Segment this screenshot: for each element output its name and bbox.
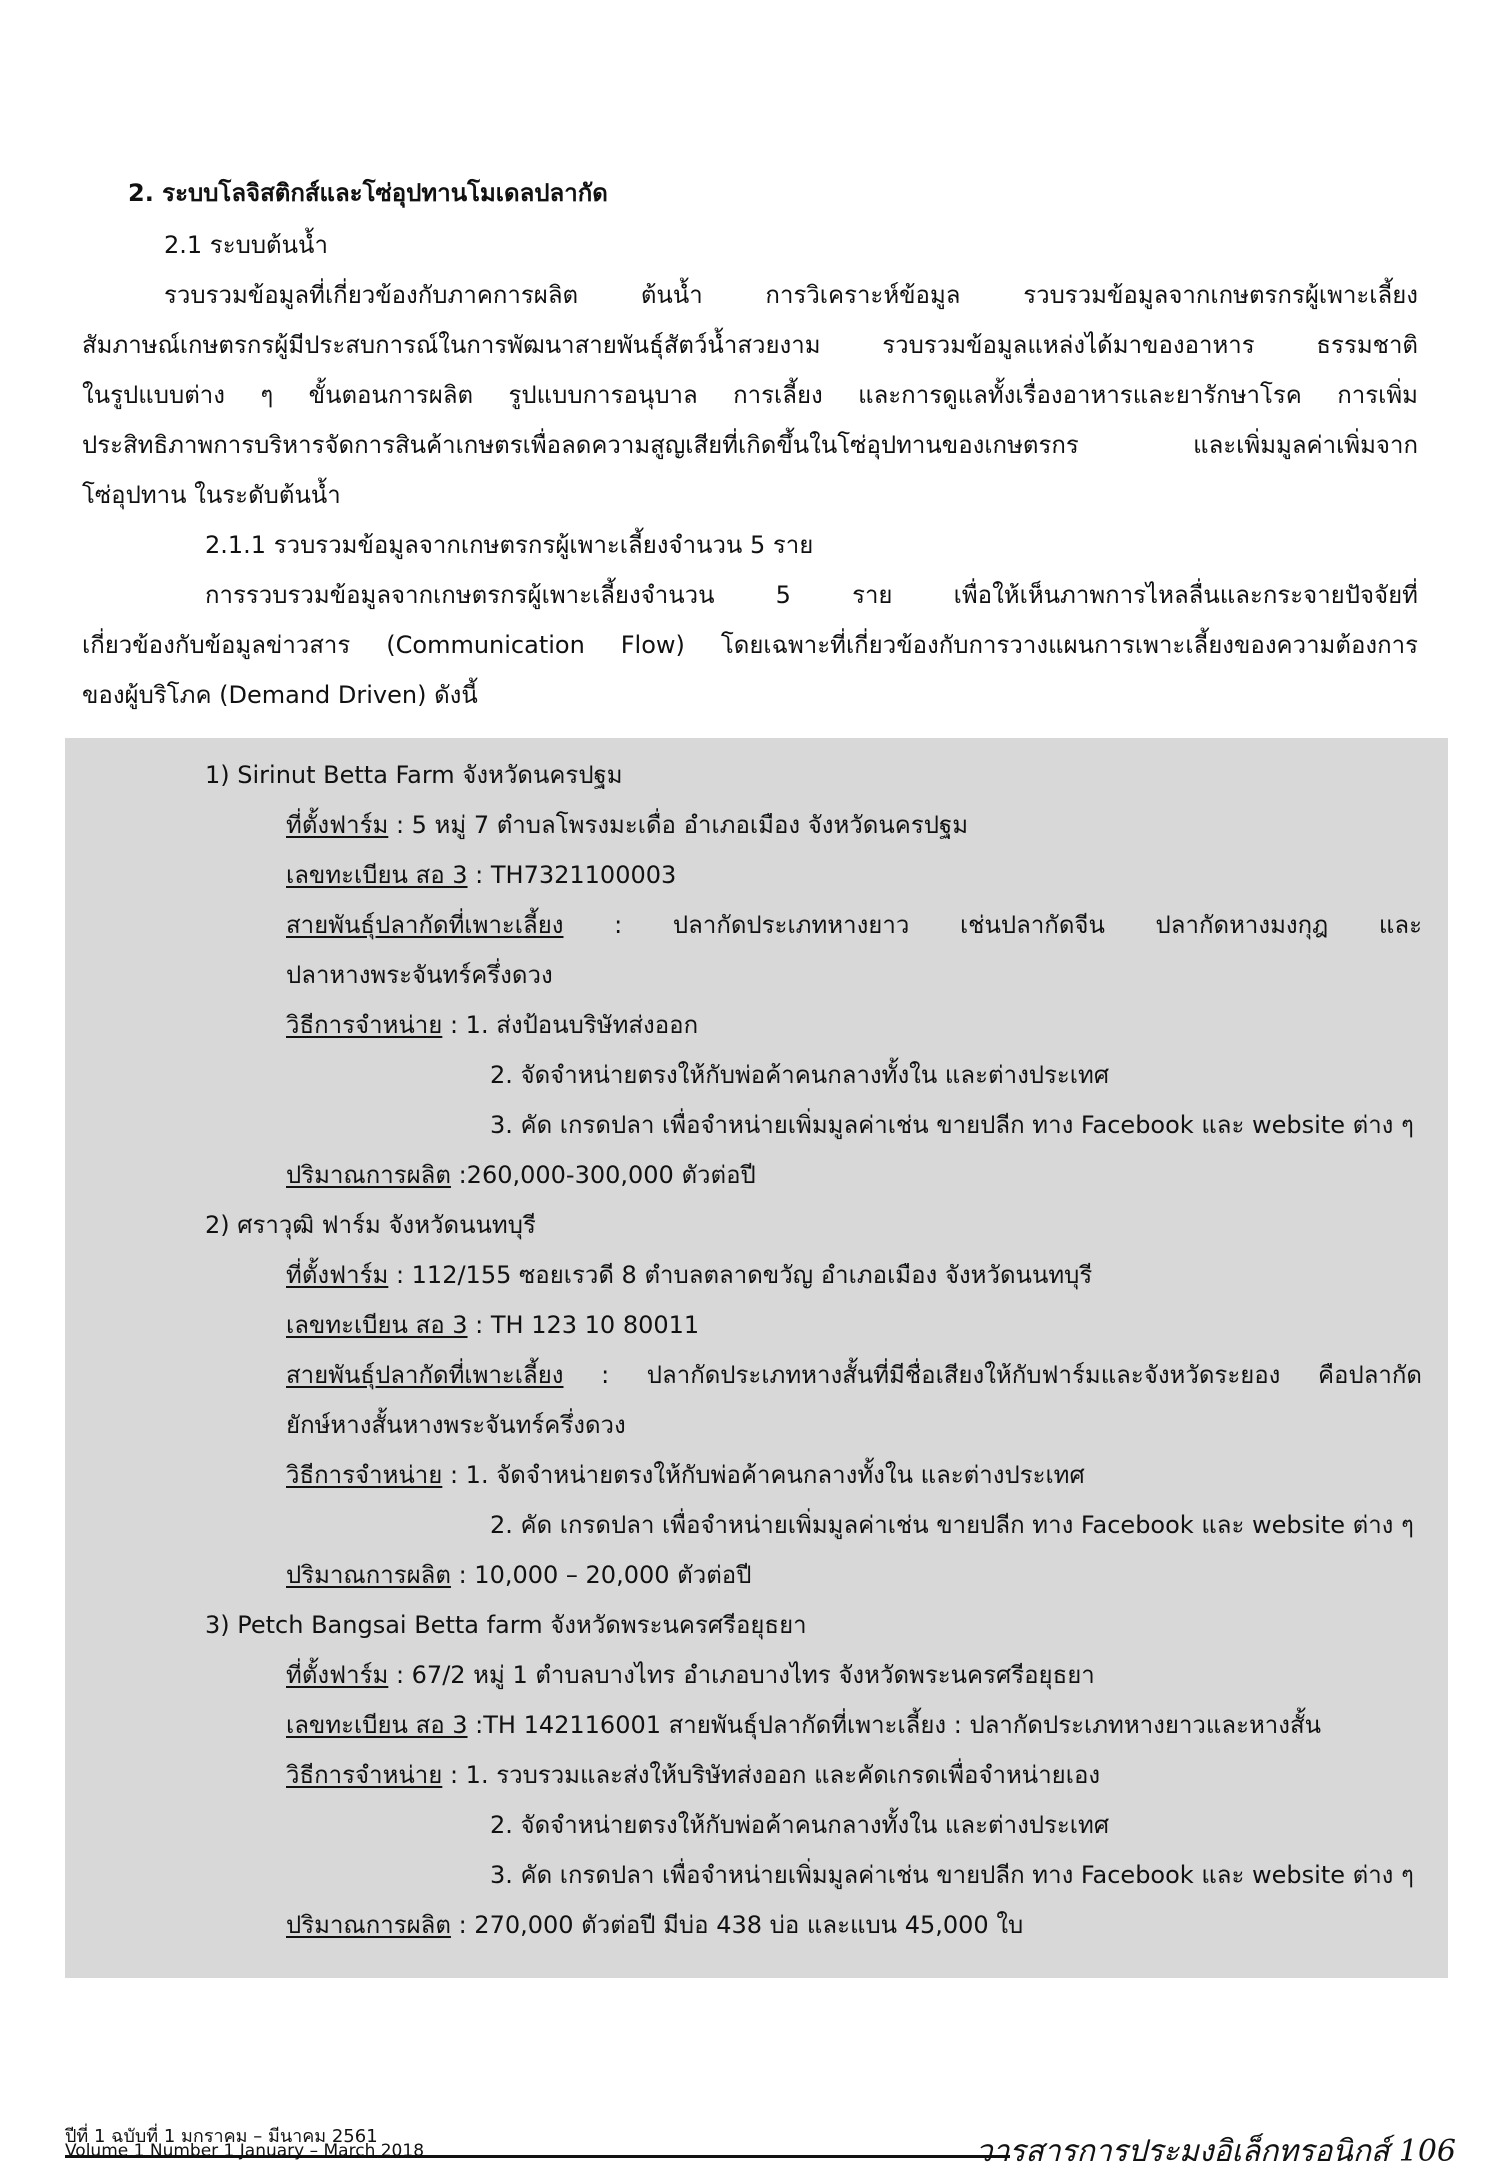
farm-3-sale-item: 2. จัดจำหน่ายตรงให้กับพ่อค้าคนกลางทั้งใน และต่างประเทศ bbox=[490, 1811, 1110, 1839]
sub-heading: 2.1 ระบบต้นน้ำ bbox=[164, 231, 328, 259]
farm-3-sale-item: 3. คัด เกรดปลา เพื่อจำหน่ายเพิ่มมูลค่าเช่น ขายปลีก ทาง Facebook และ website ต่าง ๆ bbox=[490, 1861, 1414, 1889]
production-label: ปริมาณการผลิต bbox=[286, 1911, 451, 1939]
breed-label: สายพันธุ์ปลากัดที่เพาะเลี้ยง bbox=[286, 911, 564, 939]
farm-2-breed-cont: ยักษ์หางสั้นหางพระจันทร์ครึ่งดวง bbox=[286, 1411, 626, 1439]
farm-1-sale-item: 3. คัด เกรดปลา เพื่อจำหน่ายเพิ่มมูลค่าเช่น ขายปลีก ทาง Facebook และ website ต่าง ๆ bbox=[490, 1111, 1414, 1139]
sale-item: : 1. รวบรวมและส่งให้บริษัทส่งออก และคัดเกรดเพื่อจำหน่ายเอง bbox=[442, 1761, 1101, 1789]
registration-value: : TH7321100003 bbox=[467, 861, 677, 889]
registration-label: เลขทะเบียน สอ 3 bbox=[286, 1311, 468, 1339]
breed-value: : ปลากัดประเภทหางยาว เช่นปลากัดจีน ปลากัดหางมงกุฎ และ bbox=[563, 911, 1422, 939]
location-value: : 5 หมู่ 7 ตำบลโพรงมะเดื่อ อำเภอเมือง จังหวัดนครปฐม bbox=[388, 811, 969, 839]
location-value: : 67/2 หมู่ 1 ตำบลบางไทร อำเภอบางไทร จังหวัดพระนครศรีอยุธยา bbox=[388, 1661, 1095, 1689]
registration-label: เลขทะเบียน สอ 3 bbox=[286, 1711, 468, 1739]
production-label: ปริมาณการผลิต bbox=[286, 1561, 451, 1589]
sale-label: วิธีการจำหน่าย bbox=[286, 1011, 443, 1039]
sale-label: วิธีการจำหน่าย bbox=[286, 1761, 443, 1789]
farm-3-location bbox=[286, 1658, 1095, 1692]
farm-3-registration bbox=[286, 1708, 1321, 1742]
registration-value: :TH 142116001 สายพันธุ์ปลากัดที่เพาะเลี้ยง : ปลากัดประเภทหางยาวและหางสั้น bbox=[467, 1711, 1322, 1739]
para1-line: ประสิทธิภาพการบริหารจัดการสินค้าเกษตรเพื่อลดความสูญเสียที่เกิดขึ้นในโซ่อุปทานของเกษตรกร และเพิ่มมูลค่าเพิ่มจาก bbox=[82, 431, 1418, 459]
sale-item: : 1. ส่งป้อนบริษัทส่งออก bbox=[442, 1011, 699, 1039]
para1-line: รวบรวมข้อมูลที่เกี่ยวข้องกับภาคการผลิต ต้นน้ำ การวิเคราะห์ข้อมูล รวบรวมข้อมูลจากเกษตรกรผู้เพาะเลี้ยง bbox=[164, 281, 1418, 309]
para2-line: เกี่ยวข้องกับข้อมูลข่าวสาร (Communication Flow) โดยเฉพาะที่เกี่ยวข้องกับการวางแผนการเพาะเลี้ยงของความต้องการ bbox=[82, 631, 1418, 659]
farm-2-registration bbox=[286, 1308, 699, 1342]
journal-name-page-number: วารสารการประมงอิเล็กทรอนิกส์ 106 bbox=[975, 2134, 1456, 2169]
farm-2-breed bbox=[286, 1358, 1422, 1392]
registration-label: เลขทะเบียน สอ 3 bbox=[286, 861, 468, 889]
sale-label: วิธีการจำหน่าย bbox=[286, 1461, 443, 1489]
farm-2-production bbox=[286, 1558, 751, 1592]
farm-1-sale-item: 2. จัดจำหน่ายตรงให้กับพ่อค้าคนกลางทั้งใน และต่างประเทศ bbox=[490, 1061, 1110, 1089]
farm-3-title: 3) Petch Bangsai Betta farm จังหวัดพระนครศรีอยุธยา bbox=[205, 1611, 807, 1639]
production-value: : 10,000 – 20,000 ตัวต่อปี bbox=[450, 1561, 752, 1589]
para2-line: ของผู้บริโภค (Demand Driven) ดังนี้ bbox=[82, 681, 478, 709]
production-value: :260,000-300,000 ตัวต่อปี bbox=[450, 1161, 756, 1189]
farm-2-title: 2) ศราวุฒิ ฟาร์ม จังหวัดนนทบุรี bbox=[205, 1211, 536, 1239]
farm-1-breed-cont: ปลาหางพระจันทร์ครึ่งดวง bbox=[286, 961, 553, 989]
para2-line: การรวบรวมข้อมูลจากเกษตรกรผู้เพาะเลี้ยงจำนวน 5 ราย เพื่อให้เห็นภาพการไหลลื่นและกระจายปัจจัยที่ bbox=[205, 581, 1418, 609]
location-value: : 112/155 ซอยเรวดี 8 ตำบลตลาดขวัญ อำเภอเมือง จังหวัดนนทบุรี bbox=[388, 1261, 1093, 1289]
farm-1-title: 1) Sirinut Betta Farm จังหวัดนครปฐม bbox=[205, 761, 623, 789]
breed-value: : ปลากัดประเภทหางสั้นที่มีชื่อเสียงให้กับฟาร์มและจังหวัดระยอง คือปลากัด bbox=[563, 1361, 1422, 1389]
location-label: ที่ตั้งฟาร์ม bbox=[286, 1261, 389, 1289]
para1-line: สัมภาษณ์เกษตรกรผู้มีประสบการณ์ในการพัฒนาสายพันธุ์สัตว์น้ำสวยงาม รวบรวมข้อมูลแหล่งได้มาของอาหาร ธรรมชาติ bbox=[82, 331, 1418, 359]
location-label: ที่ตั้งฟาร์ม bbox=[286, 1661, 389, 1689]
farm-1-breed bbox=[286, 908, 1422, 942]
farm-2-sale bbox=[286, 1458, 1085, 1492]
farm-2-location bbox=[286, 1258, 1092, 1292]
para1-line: โซ่อุปทาน ในระดับต้นน้ำ bbox=[82, 481, 341, 509]
location-label: ที่ตั้งฟาร์ม bbox=[286, 811, 389, 839]
farm-1-production bbox=[286, 1158, 756, 1192]
section-heading: 2. ระบบโลจิสติกส์และโซ่อุปทานโมเดลปลากัด bbox=[128, 179, 608, 207]
sub-sub-heading: 2.1.1 รวบรวมข้อมูลจากเกษตรกรผู้เพาะเลี้ยงจำนวน 5 ราย bbox=[205, 531, 814, 559]
farm-1-registration bbox=[286, 858, 676, 892]
para1-line: ในรูปแบบต่าง ๆ ขั้นตอนการผลิต รูปแบบการอนุบาล การเลี้ยง และการดูแลทั้งเรื่องอาหารและยารักษาโรค การเพิ่ม bbox=[82, 381, 1418, 409]
registration-value: : TH 123 10 80011 bbox=[467, 1311, 700, 1339]
production-label: ปริมาณการผลิต bbox=[286, 1161, 451, 1189]
farm-3-production bbox=[286, 1908, 1023, 1942]
farm-1-sale bbox=[286, 1008, 698, 1042]
footer-english-issue: Volume 1 Number 1 January – March 2018 bbox=[65, 2141, 425, 2161]
farm-1-location bbox=[286, 808, 968, 842]
farm-2-sale-item: 2. คัด เกรดปลา เพื่อจำหน่ายเพิ่มมูลค่าเช่น ขายปลีก ทาง Facebook และ website ต่าง ๆ bbox=[490, 1511, 1414, 1539]
production-value: : 270,000 ตัวต่อปี มีบ่อ 438 บ่อ และแบน 45,000 ใบ bbox=[450, 1911, 1024, 1939]
breed-label: สายพันธุ์ปลากัดที่เพาะเลี้ยง bbox=[286, 1361, 564, 1389]
farm-3-sale bbox=[286, 1758, 1100, 1792]
sale-item: : 1. จัดจำหน่ายตรงให้กับพ่อค้าคนกลางทั้งใน และต่างประเทศ bbox=[442, 1461, 1085, 1489]
footer-thai-issue: ปีที่ 1 ฉบับที่ 1 มกราคม – มีนาคม 2561 bbox=[65, 2126, 378, 2147]
